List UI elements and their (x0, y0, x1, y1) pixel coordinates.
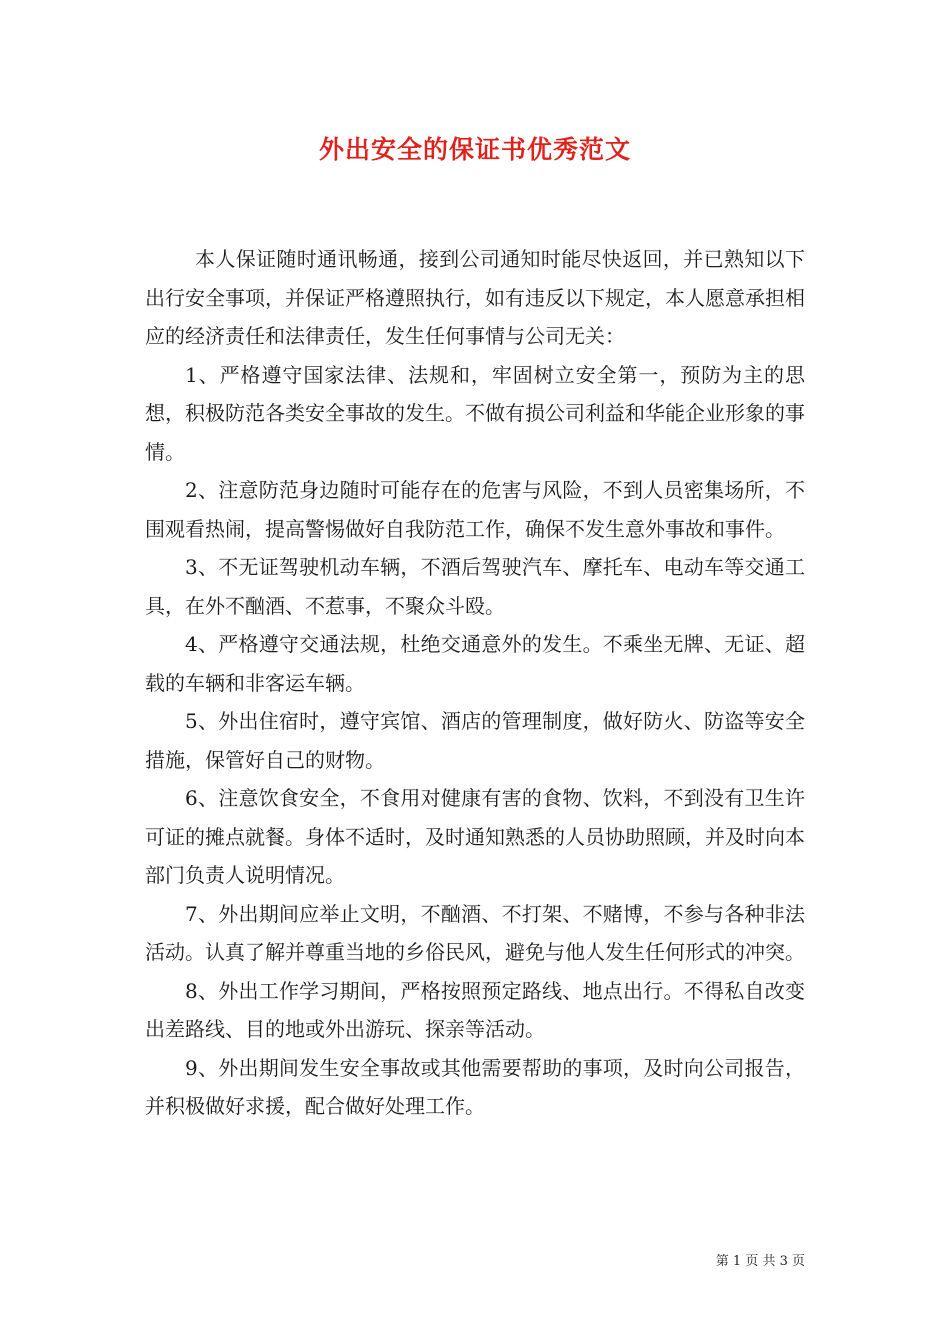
clause-6: 6、注意饮食安全，不食用对健康有害的食物、饮料，不到没有卫生许可证的摊点就餐。身体不适时，及时通知熟悉的人员协助照顾，并及时向本部门负责人说明情况。 (145, 786, 805, 887)
clause-2: 2、注意防范身边随时可能存在的危害与风险，不到人员密集场所，不围观看热闹，提高警惕做好自我防范工作，确保不发生意外事故和事件。 (145, 478, 805, 541)
clause-3: 3、不无证驾驶机动车辆，不酒后驾驶汽车、摩托车、电动车等交通工具，在外不酗酒、不惹事，不聚众斗殴。 (145, 555, 805, 618)
page-number-footer: 第 1 页 共 3 页 (715, 1254, 805, 1269)
clause-4: 4、严格遵守交通法规，杜绝交通意外的发生。不乘坐无牌、无证、超载的车辆和非客运车辆。 (145, 632, 805, 695)
document-title: 外出安全的保证书优秀范文 (318, 135, 631, 164)
intro-paragraph: 本人保证随时通讯畅通，接到公司通知时能尽快返回，并已熟知以下出行安全事项，并保证严格遵照执行，如有违反以下规定，本人愿意承担相应的经济责任和法律责任，发生任何事情与公司无关： (145, 247, 805, 348)
clause-7: 7、外出期间应举止文明，不酗酒、不打架、不赌博，不参与各种非法活动。认真了解并尊重当地的乡俗民风，避免与他人发生任何形式的冲突。 (145, 901, 805, 964)
clause-1: 1、严格遵守国家法律、法规和，牢固树立安全第一，预防为主的思想，积极防范各类安全事故的发生。不做有损公司利益和华能企业形象的事情。 (145, 362, 805, 464)
clause-9: 9、外出期间发生安全事故或其他需要帮助的事项，及时向公司报告，并积极做好求援，配合做好处理工作。 (145, 1055, 805, 1118)
clause-8: 8、外出工作学习期间，严格按照预定路线、地点出行。不得私自改变出差路线、目的地或外出游玩、探亲等活动。 (145, 978, 805, 1041)
clause-5: 5、外出住宿时，遵守宾馆、酒店的管理制度，做好防火、防盗等安全措施，保管好自己的财物。 (145, 709, 805, 772)
document-body (145, 240, 805, 1126)
